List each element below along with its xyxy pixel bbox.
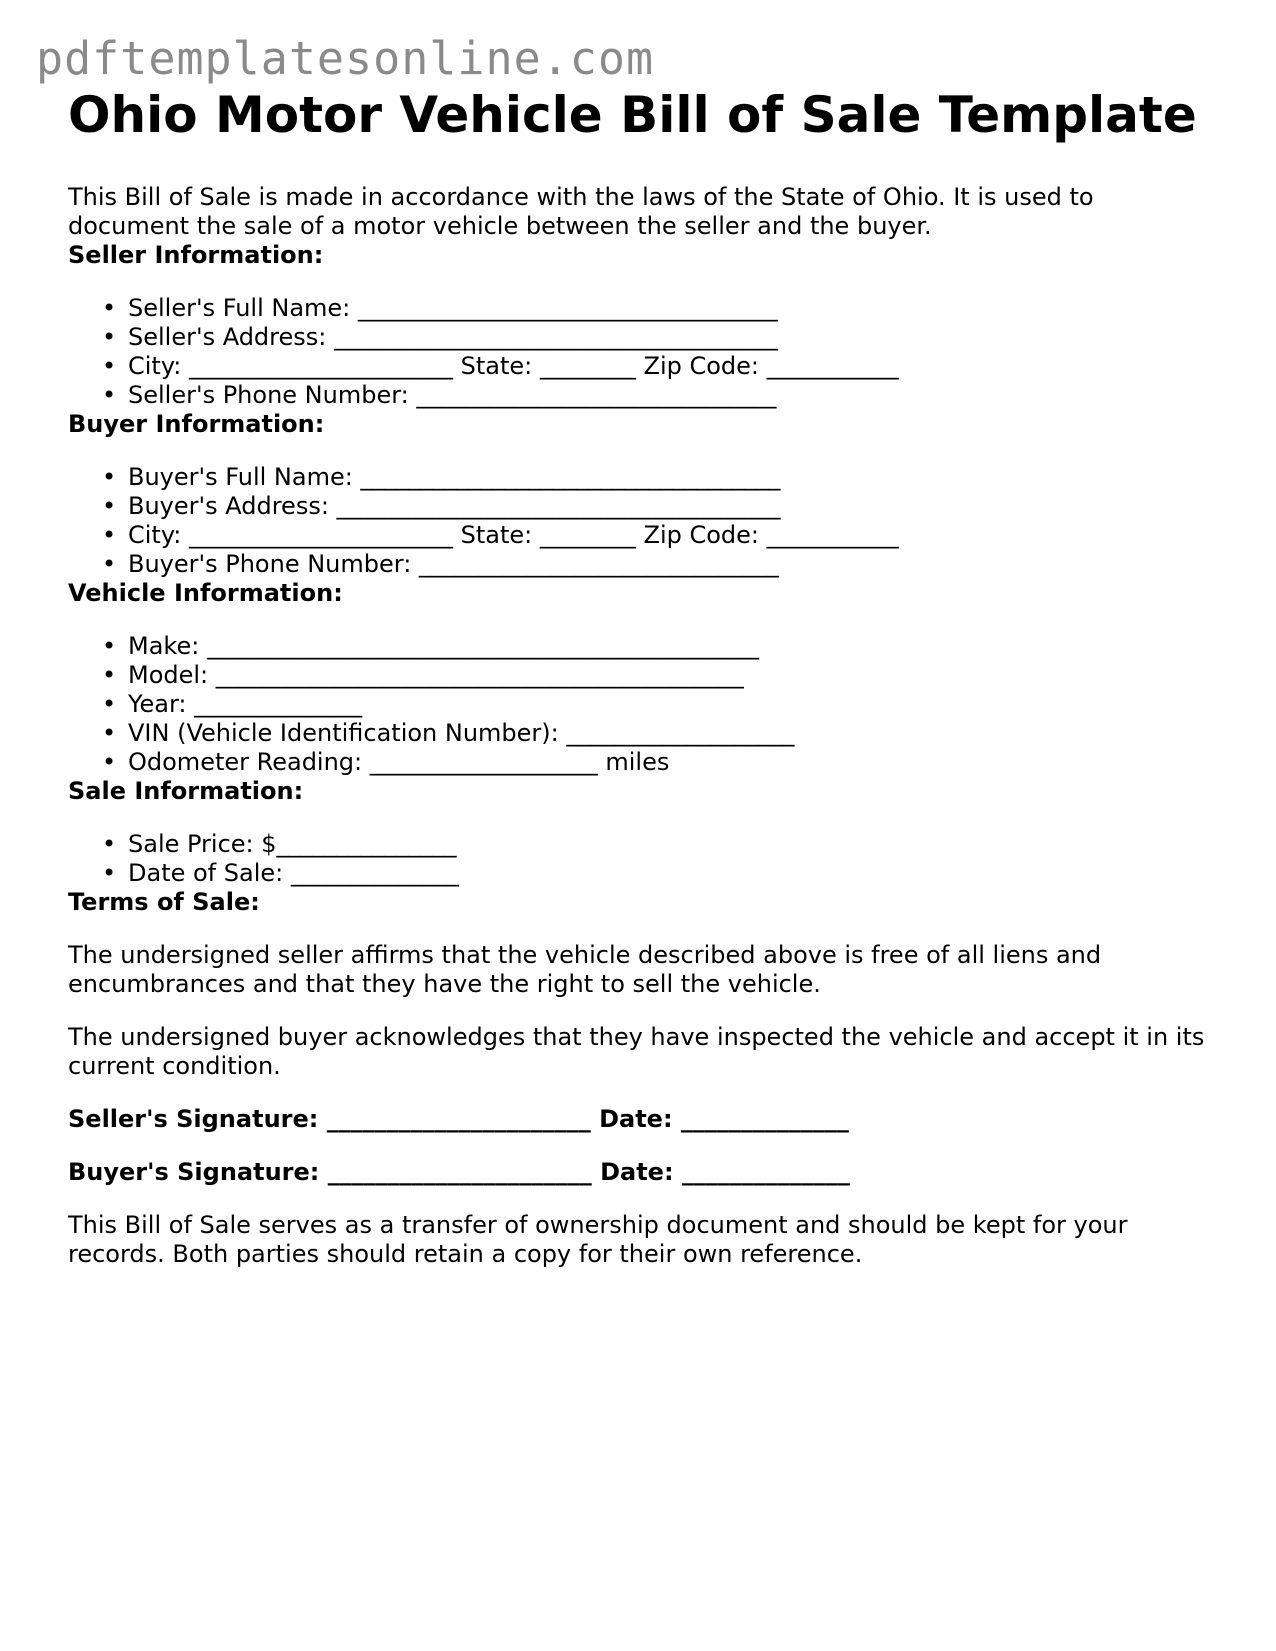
vehicle-odometer-field[interactable]: • Odometer Reading: ___________________ miles [128, 748, 1218, 777]
watermark-text: pdftemplatesonline.com [36, 32, 655, 85]
vehicle-vin-field[interactable]: • VIN (Vehicle Identification Number): ___________________ [128, 719, 1218, 748]
sale-price-field[interactable]: • Sale Price: $_______________ [128, 830, 1218, 859]
vehicle-fields-list [68, 632, 1218, 777]
document-body [68, 183, 1218, 1269]
buyer-fields-list [68, 463, 1218, 579]
buyer-address-field[interactable]: • Buyer's Address: _____________________________________ [128, 492, 1218, 521]
sale-fields-list [68, 830, 1218, 888]
buyer-full-name-field[interactable]: • Buyer's Full Name: ___________________________________ [128, 463, 1218, 492]
seller-fields-list [68, 294, 1218, 410]
vehicle-model-field[interactable]: • Model: ____________________________________________ [128, 661, 1218, 690]
page-title: Ohio Motor Vehicle Bill of Sale Template [68, 86, 1197, 144]
vehicle-section-heading: Vehicle Information: [68, 579, 343, 607]
closing-paragraph: This Bill of Sale serves as a transfer of ownership document and should be kept for your records. Both parties should retain a copy for their own reference. [68, 1211, 1128, 1268]
buyer-section-heading: Buyer Information: [68, 410, 325, 438]
seller-phone-field[interactable]: • Seller's Phone Number: ______________________________ [128, 381, 1218, 410]
vehicle-make-field[interactable]: • Make: ______________________________________________ [128, 632, 1218, 661]
buyer-phone-field[interactable]: • Buyer's Phone Number: ______________________________ [128, 550, 1218, 579]
sale-section-heading: Sale Information: [68, 777, 304, 805]
seller-address-field[interactable]: • Seller's Address: _____________________________________ [128, 323, 1218, 352]
buyer-city-state-zip-field[interactable]: • City: ______________________ State: ________ Zip Code: ___________ [128, 521, 1218, 550]
vehicle-year-field[interactable]: • Year: ______________ [128, 690, 1218, 719]
seller-section-heading: Seller Information: [68, 241, 324, 269]
buyer-signature-line[interactable]: Buyer's Signature: ______________________ Date: ______________ [68, 1158, 850, 1186]
seller-city-state-zip-field[interactable]: • City: ______________________ State: ________ Zip Code: ___________ [128, 352, 1218, 381]
seller-full-name-field[interactable]: • Seller's Full Name: ___________________________________ [128, 294, 1218, 323]
intro-paragraph: This Bill of Sale is made in accordance with the laws of the State of Ohio. It is used to document the sale of a motor vehicle between the seller and the buyer. [68, 183, 1094, 240]
seller-signature-line[interactable]: Seller's Signature: ______________________ Date: ______________ [68, 1105, 849, 1133]
seller-affirmation-paragraph: The undersigned seller affirms that the vehicle described above is free of all liens and encumbrances and that they have the right to sell the vehicle. [68, 941, 1102, 998]
terms-section-heading: Terms of Sale: [68, 888, 260, 916]
buyer-acknowledgment-paragraph: The undersigned buyer acknowledges that they have inspected the vehicle and accept it in its current condition. [68, 1023, 1205, 1080]
sale-date-field[interactable]: • Date of Sale: ______________ [128, 859, 1218, 888]
